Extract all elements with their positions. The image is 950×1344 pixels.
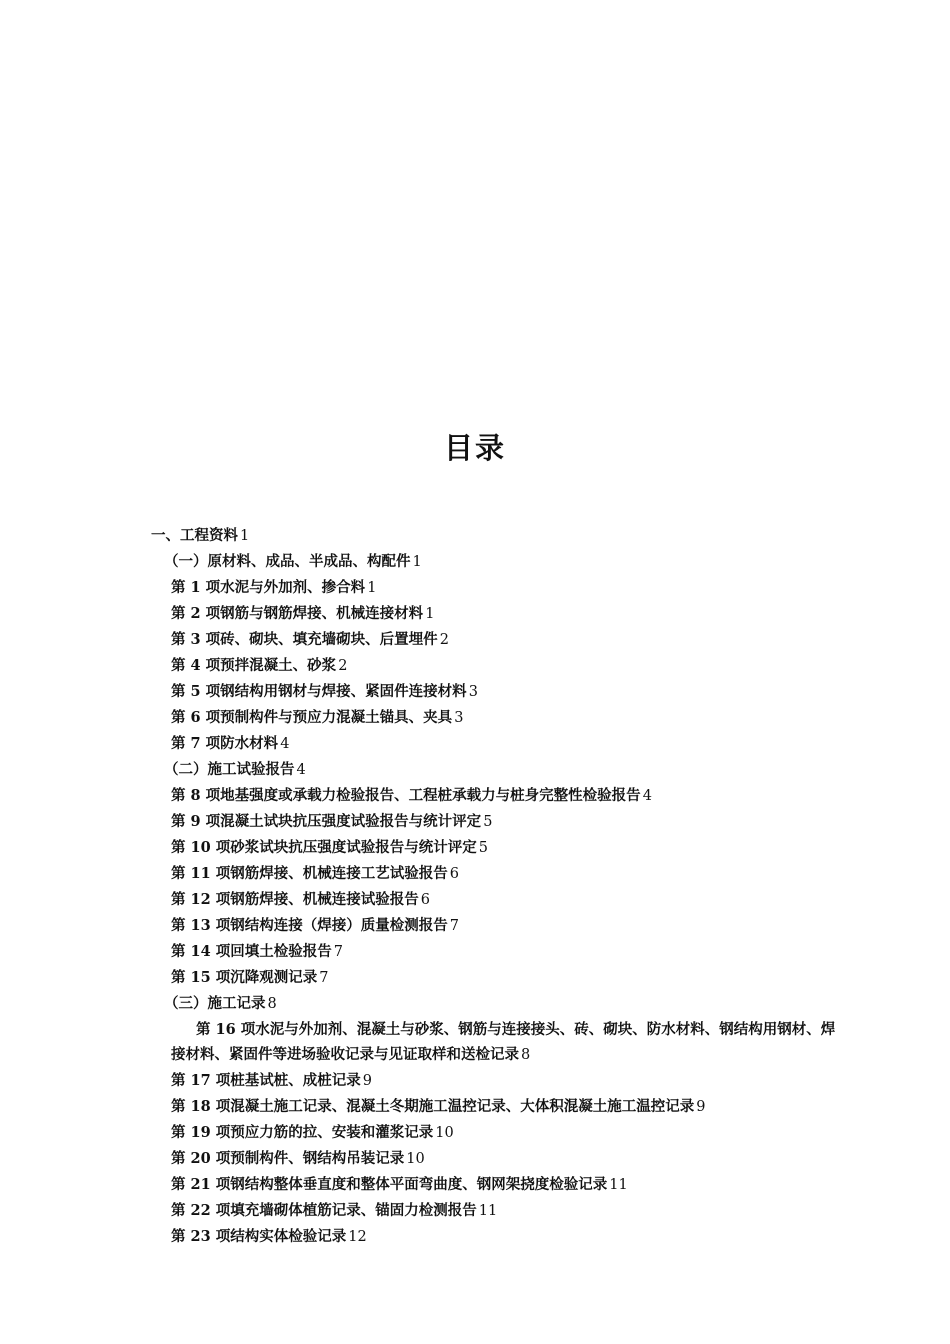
toc-entry-page-number: 4 (280, 736, 290, 752)
toc-entry-text: 第 14 项回填土检验报告 (171, 943, 332, 960)
toc-entry-text: （一）原材料、成品、半成品、构配件 (164, 553, 411, 570)
toc-entry-page-number: 12 (348, 1229, 367, 1245)
toc-entry[interactable] (146, 1172, 826, 1198)
toc-entry[interactable] (146, 575, 826, 601)
toc-entry[interactable] (146, 1198, 826, 1224)
toc-entry-text: 第 15 项沉降观测记录 (171, 969, 318, 986)
toc-entry-text: 第 2 项钢筋与钢筋焊接、机械连接材料 (171, 605, 424, 622)
toc-entry[interactable] (146, 835, 826, 861)
toc-entry-text: 第 1 项水泥与外加剂、掺合料 (171, 579, 366, 596)
toc-entry[interactable] (146, 809, 826, 835)
toc-entry-page-number: 4 (296, 762, 306, 778)
toc-entry[interactable] (146, 991, 826, 1017)
toc-entry-text: 第 12 项钢筋焊接、机械连接试验报告 (171, 891, 419, 908)
toc-entry[interactable] (146, 523, 826, 549)
toc-entry-text: 第 22 项填充墙砌体植筋记录、锚固力检测报告 (171, 1202, 477, 1219)
toc-entry-text: （三）施工记录 (164, 995, 266, 1012)
toc-entry[interactable] (146, 653, 826, 679)
toc-entry[interactable] (146, 1017, 841, 1068)
toc-entry-text: 第 6 项预制构件与预应力混凝土锚具、夹具 (171, 709, 453, 726)
toc-entry-page-number: 8 (267, 996, 277, 1012)
toc-entry-page-number: 6 (449, 866, 460, 882)
toc-entry-page-number: 2 (338, 658, 348, 674)
toc-entry[interactable] (146, 783, 826, 809)
toc-entry-page-number: 7 (333, 944, 344, 960)
toc-entry-text: 第 18 项混凝土施工记录、混凝土冬期施工温控记录、大体积混凝土施工温控记录 (171, 1098, 695, 1115)
toc-entry-page-number: 8 (521, 1047, 531, 1063)
toc-entry-page-number: 6 (420, 892, 431, 908)
toc-entry-page-number: 5 (483, 814, 493, 830)
toc-entry-page-number: 3 (454, 710, 464, 726)
toc-entry-page-number: 11 (478, 1203, 498, 1219)
toc-entry-page-number: 3 (468, 684, 478, 700)
toc-entry-page-number: 9 (362, 1073, 373, 1089)
toc-entry-text: 一、工程资料 (151, 527, 238, 544)
toc-entry[interactable] (146, 757, 826, 783)
toc-entry-text: 第 13 项钢结构连接（焊接）质量检测报告 (171, 917, 448, 934)
toc-entry[interactable] (146, 1146, 826, 1172)
toc-entry-page-number: 1 (240, 528, 250, 544)
toc-entry[interactable] (146, 705, 826, 731)
toc-entry-page-number: 10 (435, 1125, 454, 1141)
toc-entry-page-number: 10 (406, 1151, 425, 1167)
toc-entry-text: 第 8 项地基强度或承载力检验报告、工程桩承载力与桩身完整性检验报告 (171, 787, 641, 804)
toc-entry-page-number: 1 (412, 554, 422, 570)
toc-entry-text: 第 23 项结构实体检验记录 (171, 1228, 347, 1245)
toc-entry-text: 第 4 项预拌混凝土、砂浆 (171, 657, 337, 674)
toc-entry[interactable] (146, 1120, 826, 1146)
toc-entry-text: （二）施工试验报告 (164, 761, 295, 778)
toc-entry-text: 第 5 项钢结构用钢材与焊接、紧固件连接材料 (171, 683, 467, 700)
toc-entry-text: 第 20 项预制构件、钢结构吊装记录 (171, 1150, 405, 1167)
toc-entry-text: 第 17 项桩基试桩、成桩记录 (171, 1072, 361, 1089)
toc-entry-page-number: 9 (696, 1099, 706, 1115)
toc-entry[interactable] (146, 1068, 826, 1094)
toc-entry[interactable] (146, 861, 826, 887)
toc-entry-text: 第 7 项防水材料 (171, 735, 279, 752)
toc-entry-text: 第 11 项钢筋焊接、机械连接工艺试验报告 (171, 865, 448, 882)
toc-entry-text: 第 9 项混凝土试块抗压强度试验报告与统计评定 (171, 813, 482, 830)
toc-entry-page-number: 1 (367, 580, 377, 596)
toc-title: 目录 (443, 431, 506, 465)
toc-entry[interactable] (146, 679, 826, 705)
toc-entry-page-number: 1 (425, 606, 435, 622)
toc-entry-page-number: 4 (642, 788, 652, 804)
toc-entry-page-number: 7 (319, 970, 329, 986)
toc-entry[interactable] (146, 965, 826, 991)
toc-entry-page-number: 2 (439, 632, 449, 648)
toc-entry-text: 第 19 项预应力筋的拉、安装和灌浆记录 (171, 1124, 434, 1141)
toc-entry[interactable] (146, 627, 826, 653)
toc-entry-text: 第 16 项水泥与外加剂、混凝土与砂浆、钢筋与连接接头、砖、砌块、防水材料、钢结构用钢材、焊接材料、紧固件等进场验收记录与见证取样和送检记录 (171, 1021, 836, 1063)
toc-list (146, 523, 836, 1250)
toc-entry-text: 第 21 项钢结构整体垂直度和整体平面弯曲度、钢网架挠度检验记录 (171, 1176, 608, 1193)
toc-entry-page-number: 7 (449, 918, 460, 934)
toc-entry[interactable] (146, 1094, 826, 1120)
toc-entry[interactable] (146, 887, 826, 913)
toc-entry-text: 第 3 项砖、砌块、填充墙砌块、后置埋件 (171, 631, 438, 648)
toc-entry-text: 第 10 项砂浆试块抗压强度试验报告与统计评定 (171, 839, 477, 856)
toc-entry[interactable] (146, 1224, 826, 1250)
toc-entry-page-number: 5 (478, 840, 489, 856)
toc-entry[interactable] (146, 549, 826, 575)
toc-entry[interactable] (146, 601, 826, 627)
toc-entry-page-number: 11 (609, 1177, 628, 1193)
toc-entry[interactable] (146, 939, 826, 965)
toc-entry[interactable] (146, 731, 826, 757)
toc-entry[interactable] (146, 913, 826, 939)
